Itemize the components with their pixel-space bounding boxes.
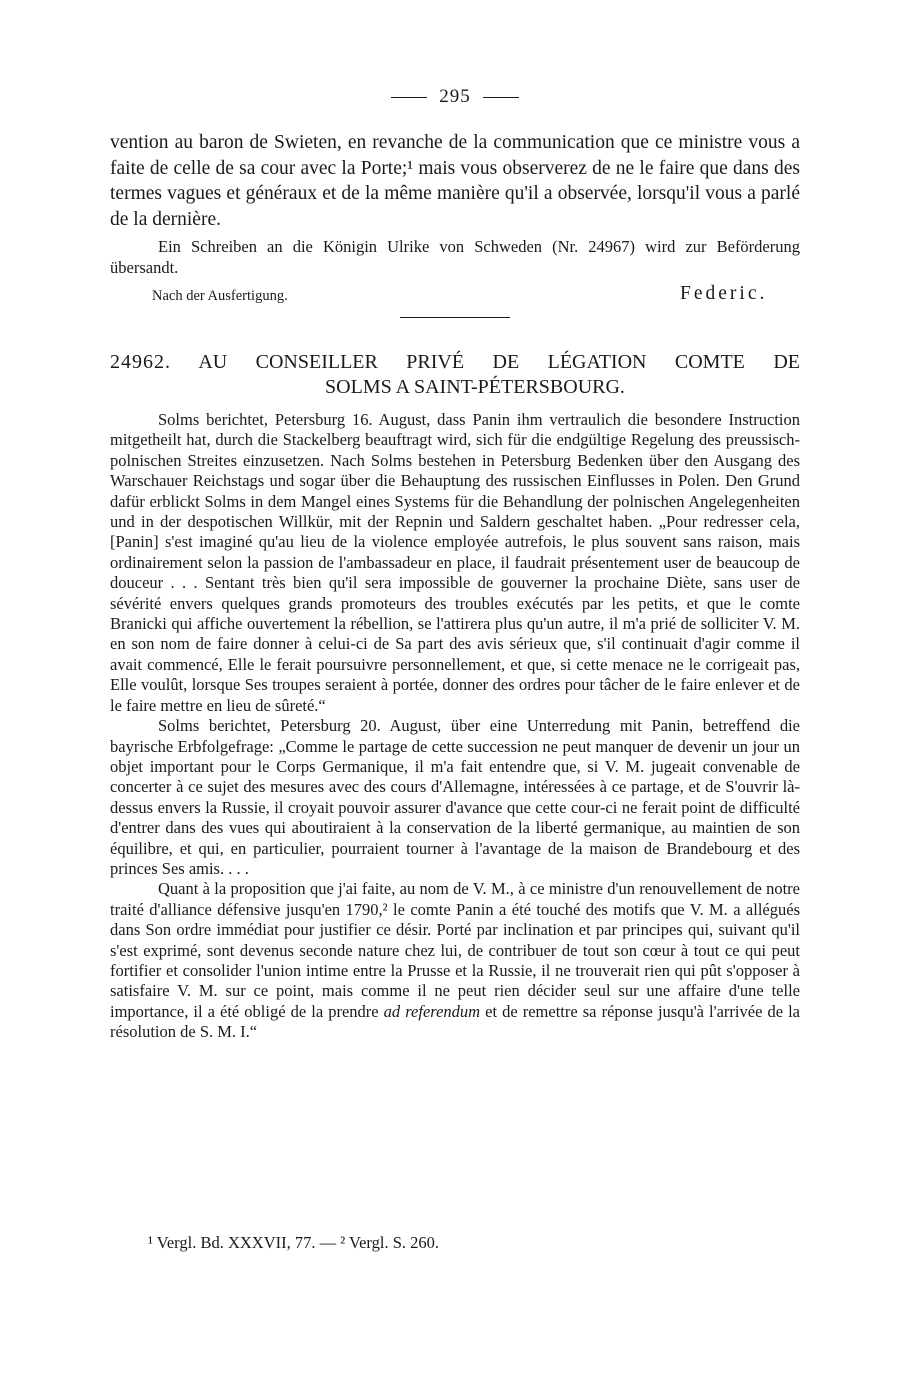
continuation-paragraph: vention au baron de Swieten, en revanche de la communication que ce ministre vous a faite de celle de sa cour avec la Porte;¹ mais vous observerez de ne le faire que dans des termes vagues et généraux et de la même manière qu'il a observée, lorsqu'il vous a parlé de la dernière.: [110, 132, 800, 230]
letter-body: [110, 410, 800, 1043]
dash-left: [391, 97, 427, 98]
page-number: [110, 86, 800, 108]
paragraph-2: Solms berichtet, Petersburg 20. August, über eine Unterredung mit Panin, betreffend die bayrische Erbfolgefrage: „Comme le partage de cette succession ne peut manquer de devenir un jour un objet important pour le Corps Germanique, il m'a fait entendre que, si V. M. jugeait convenable de concerter à ce sujet des mesures avec des cours d'Allemagne, intéressées à ce partage, et de S'ouvrir là-dessus envers la Russie, il croyait pouvoir assurer d'avance que cette cour-ci ne ferait point de difficulté d'entrer dans des vues qui aboutiraient à la conservation de la liberté germanique, au maintien de son équilibre, et qui, en particulier, pourraient tourner à l'avantage de la maison de Brandebourg et des princes Ses amis. . . .: [110, 716, 800, 878]
page-number-text: 295: [439, 86, 471, 107]
heading-line-1-text: AU CONSEILLER PRIVÉ DE LÉGATION COMTE DE: [198, 351, 800, 373]
footnotes: ¹ Vergl. Bd. XXXVII, 77. — ² Vergl. S. 260.: [148, 1233, 440, 1252]
italic-phrase: ad referendum: [383, 1001, 481, 1021]
heading-line-2: SOLMS A SAINT-PÉTERSBOURG.: [325, 376, 625, 398]
paragraph-1: Solms berichtet, Petersburg 16. August, dass Panin ihm vertraulich die besondere Instruction mitgetheilt hat, durch die Stackelberg beauftragt wird, sich für die endgültige Regelung des preussisch-polnischen Streites einzusetzen. Nach Solms bestehen in Petersburg Bedenken über den Ausgang des Warschauer Reichstags und sogar über die Behauptung des russischen Einflusses in Polen. Den Grund dafür erblickt Solms in dem Mangel eines Systems für die Behandlung der polnischen Angelegenheiten und in der despotischen Willkür, mit der Repnin und Saldern geschaltet haben. „Pour redresser cela, [Panin] s'est imaginé qu'au lieu de la violence employée autrefois, le plus souvent sans raison, mais ordinairement selon la passion de l'ambassadeur en place, il faudrait présentement user de beaucoup de douceur . . . Sentant très bien qu'il sera impossible de gouverner la prochaine Diète, sans user de sévérité envers quelques grands promoteurs des troubles exécutés par les petits, et que le comte Branicki qui affiche ouvertement la rébellion, se l'attirera plus qu'un autre, il m'a prié de solliciter V. M. en son nom de faire donner à celui-ci de Sa part des avis sérieux que, s'il continuait d'agir comme il avait commencé, Elle le ferait poursuivre personnellement, et que, si cette menace ne le corrigeait pas, Elle voulût, lorsque Ses troupes seraient à portée, donner des ordres pour tâcher de le faire enlever et de le faire mettre en lieu de sûreté.“: [110, 410, 800, 715]
source-note: Nach der Ausfertigung.: [152, 288, 288, 304]
german-note: Ein Schreiben an die Königin Ulrike von Schweden (Nr. 24967) wird zur Beförderung übersandt.: [110, 237, 800, 277]
heading-line-1: [110, 350, 800, 375]
dash-right: [483, 97, 519, 98]
letter-heading: [110, 350, 800, 400]
paragraph-3-text: Quant à la proposition que j'ai faite, au nom de V. M., à ce ministre d'un renouvellement de notre traité d'alliance défensive jusqu'en 1790,² le comte Panin a été touché des motifs que V. M. a allégués dans Son ordre immédiat pour justifier ce désir. Porté par inclination et par principes qui, suivant qu'il s'est exprimé, sont devenus seconde nature chez lui, de contribuer de tout son cœur à tout ce qui peut fortifier et consolider l'union intime entre la Prusse et la Russie, il ne trouverait rien qui pût s'opposer à satisfaire V. M. sur ce point, mais comme il ne peut rien décider seul sur une affaire d'une telle importance, il a été obligé de la prendre: [110, 879, 800, 1021]
paragraph-3-end: et de remettre sa réponse jusqu'à l'arrivée de la résolution de S. M. I.“: [110, 1001, 801, 1042]
section-divider: [400, 317, 510, 318]
letter-number: 24962.: [110, 351, 171, 373]
signature: Federic.: [680, 283, 768, 304]
paragraph-3: [110, 879, 800, 1042]
